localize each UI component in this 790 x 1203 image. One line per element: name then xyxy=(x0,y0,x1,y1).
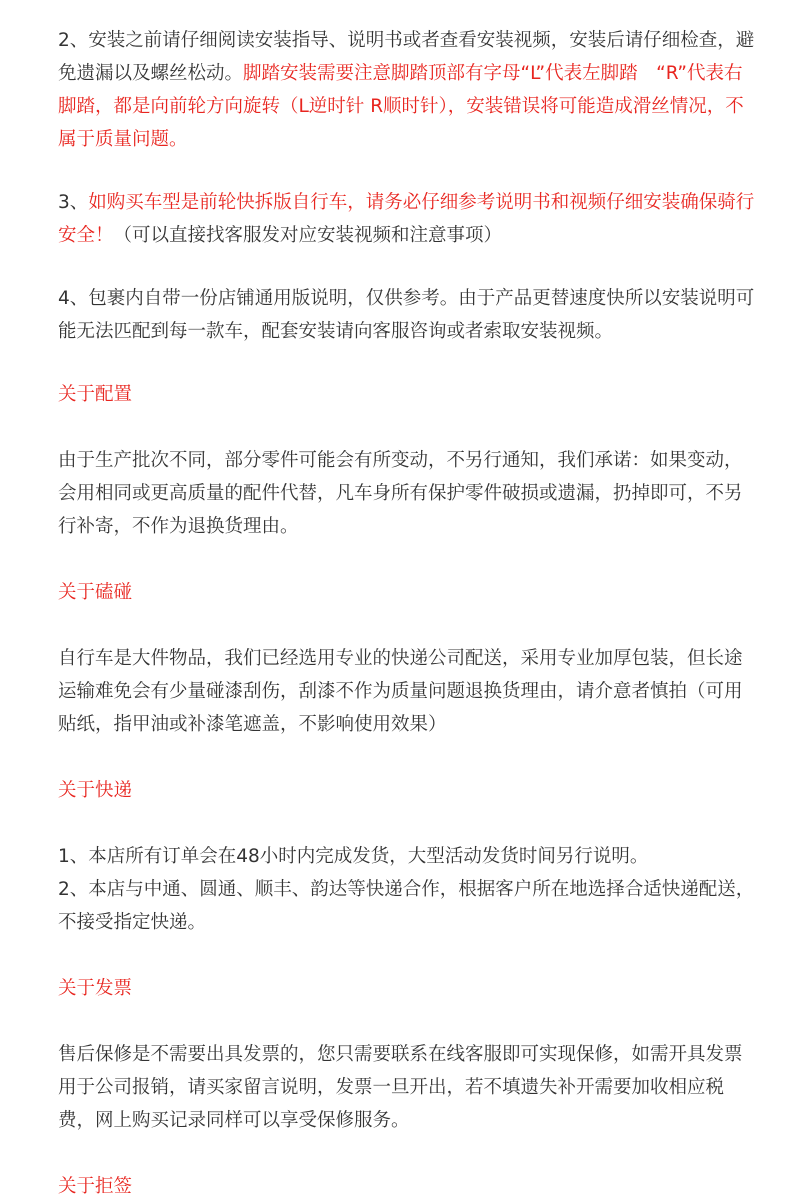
note-item-2-text: 2、安装之前请仔细阅读安装指导、说明书或者查看安装视频，安装后请仔细检查，避免遗漏以及螺丝松动。 xyxy=(58,30,755,84)
notice-page xyxy=(58,24,758,1203)
section-body-bump: 自行车是大件物品，我们已经选用专业的快递公司配送，采用专业加厚包装，但长途运输难免会有少量碰漆刮伤，刮漆不作为质量问题退换货理由，请介意者慎拍（可用贴纸，指甲油或补漆笔遮盖，不影响使用效果） xyxy=(58,648,743,735)
section-title-config: 关于配置 xyxy=(58,384,133,405)
shipping-line-2: 2、本店与中通、圆通、顺丰、韵达等快递合作，根据客户所在地选择合适快递配送，不接受指定快递。 xyxy=(58,879,755,933)
section-body-invoice: 售后保修是不需要出具发票的，您只需要联系在线客服即可实现保修，如需开具发票用于公司报销，请买家留言说明，发票一旦开出，若不填遗失补开需要加收相应税费，网上购买记录同样可以享受保修服务。 xyxy=(58,1044,743,1131)
note-item-3-text: （可以直接找客服发对应安装视频和注意事项） xyxy=(113,225,503,246)
section-title-invoice: 关于发票 xyxy=(58,978,133,999)
note-item-3 xyxy=(58,186,758,252)
section-title-refuse: 关于拒签 xyxy=(58,1176,133,1197)
section-title-shipping: 关于快递 xyxy=(58,780,133,801)
pedal-warning: 脚踏安装需要注意脚踏顶部有字母“L”代表左脚踏 “R”代表右脚踏，都是向前轮方向旋转（L逆时针 R顺时针），安装错误将可能造成滑丝情况，不属于质量问题。 xyxy=(58,63,744,150)
quick-release-warning: 如购买车型是前轮快拆版自行车，请务必仔细参考说明书和视频仔细安装确保骑行安全！ xyxy=(58,192,755,246)
note-item-3-prefix: 3、 xyxy=(58,192,89,213)
note-item-4: 4、包裹内自带一份店铺通用版说明，仅供参考。由于产品更替速度快所以安装说明可能无法匹配到每一款车，配套安装请向客服咨询或者索取安装视频。 xyxy=(58,288,755,342)
note-item-2 xyxy=(58,24,758,156)
section-title-bump: 关于磕碰 xyxy=(58,582,133,603)
section-body-config: 由于生产批次不同，部分零件可能会有所变动，不另行通知，我们承诺：如果变动，会用相同或更高质量的配件代替，凡车身所有保护零件破损或遗漏，扔掉即可，不另行补寄，不作为退换货理由。 xyxy=(58,450,743,537)
shipping-line-1: 1、本店所有订单会在48小时内完成发货，大型活动发货时间另行说明。 xyxy=(58,846,649,867)
